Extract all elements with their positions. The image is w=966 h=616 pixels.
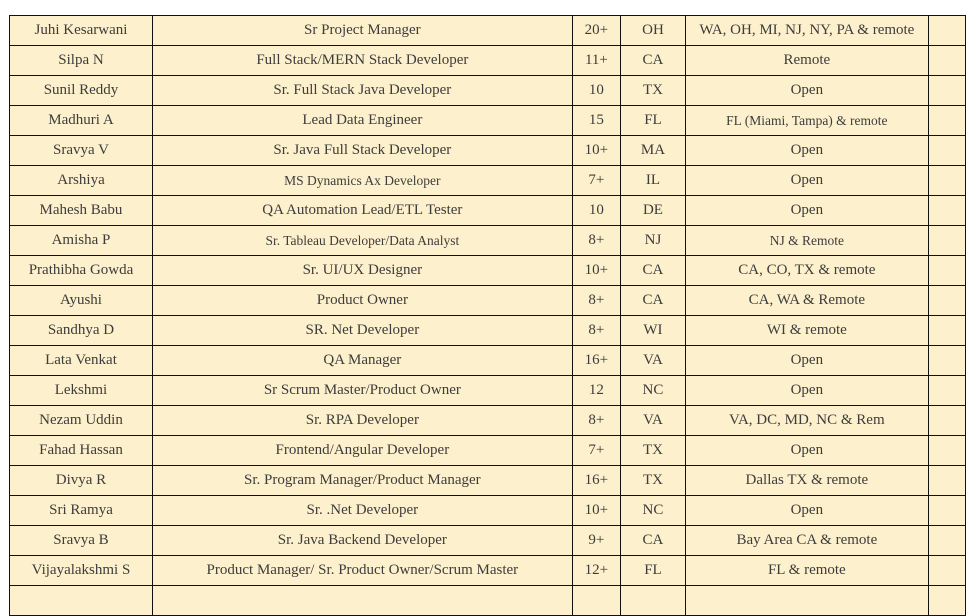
candidate-name-cell: Vijayalakshmi S (10, 556, 153, 586)
experience-years-cell: 15 (572, 106, 620, 136)
clipped-extra-cell (928, 586, 965, 616)
state-cell: OH (621, 16, 686, 46)
availability-cell: FL & remote (685, 556, 928, 586)
experience-years-cell: 8+ (572, 226, 620, 256)
availability-cell: WA, OH, MI, NJ, NY, PA & remote (685, 16, 928, 46)
table-row (10, 196, 966, 226)
table-row (10, 556, 966, 586)
experience-years-cell: 8+ (572, 406, 620, 436)
candidate-name-cell: Fahad Hassan (10, 436, 153, 466)
availability-cell: Remote (685, 46, 928, 76)
candidate-name-cell: Sunil Reddy (10, 76, 153, 106)
clipped-extra-cell (928, 76, 965, 106)
clipped-extra-cell (928, 406, 965, 436)
job-title-cell: Product Manager/ Sr. Product Owner/Scrum Master (152, 556, 572, 586)
availability-cell: Dallas TX & remote (685, 466, 928, 496)
state-cell: TX (621, 466, 686, 496)
job-title-cell: QA Manager (152, 346, 572, 376)
table-row (10, 106, 966, 136)
job-title-cell: Sr. Tableau Developer/Data Analyst (152, 226, 572, 256)
experience-years-cell: 7+ (572, 436, 620, 466)
availability-cell: NJ & Remote (685, 226, 928, 256)
clipped-extra-cell (928, 16, 965, 46)
state-cell: CA (621, 46, 686, 76)
availability-cell: Bay Area CA & remote (685, 526, 928, 556)
experience-years-cell: 10 (572, 76, 620, 106)
candidate-name-cell: Lekshmi (10, 376, 153, 406)
experience-years-cell: 10+ (572, 496, 620, 526)
job-title-cell: Sr Project Manager (152, 16, 572, 46)
state-cell: IL (621, 166, 686, 196)
job-title-cell: Sr. .Net Developer (152, 496, 572, 526)
state-cell: NJ (621, 226, 686, 256)
table-row (10, 586, 966, 616)
state-cell (621, 586, 686, 616)
candidate-name-cell: Arshiya (10, 166, 153, 196)
job-title-cell: Frontend/Angular Developer (152, 436, 572, 466)
candidate-name-cell: Sravya B (10, 526, 153, 556)
table-row (10, 346, 966, 376)
availability-cell: WI & remote (685, 316, 928, 346)
state-cell: CA (621, 526, 686, 556)
state-cell: TX (621, 76, 686, 106)
clipped-extra-cell (928, 46, 965, 76)
candidate-name-cell: Madhuri A (10, 106, 153, 136)
experience-years-cell: 10 (572, 196, 620, 226)
experience-years-cell: 11+ (572, 46, 620, 76)
job-title-cell: Product Owner (152, 286, 572, 316)
availability-cell: FL (Miami, Tampa) & remote (685, 106, 928, 136)
candidates-table-container (9, 15, 966, 616)
candidates-table (9, 15, 966, 616)
job-title-cell: Sr Scrum Master/Product Owner (152, 376, 572, 406)
availability-cell: Open (685, 496, 928, 526)
clipped-extra-cell (928, 346, 965, 376)
clipped-extra-cell (928, 316, 965, 346)
clipped-extra-cell (928, 136, 965, 166)
availability-cell: Open (685, 346, 928, 376)
availability-cell: Open (685, 136, 928, 166)
experience-years-cell: 10+ (572, 256, 620, 286)
experience-years-cell: 12 (572, 376, 620, 406)
job-title-cell: Lead Data Engineer (152, 106, 572, 136)
job-title-cell: Full Stack/MERN Stack Developer (152, 46, 572, 76)
experience-years-cell: 12+ (572, 556, 620, 586)
candidate-name-cell: Juhi Kesarwani (10, 16, 153, 46)
job-title-cell (152, 586, 572, 616)
table-row (10, 286, 966, 316)
table-row (10, 16, 966, 46)
state-cell: CA (621, 286, 686, 316)
table-row (10, 436, 966, 466)
clipped-extra-cell (928, 166, 965, 196)
state-cell: FL (621, 106, 686, 136)
candidate-name-cell: Lata Venkat (10, 346, 153, 376)
clipped-extra-cell (928, 436, 965, 466)
clipped-extra-cell (928, 496, 965, 526)
table-row (10, 316, 966, 346)
experience-years-cell: 7+ (572, 166, 620, 196)
experience-years-cell: 8+ (572, 316, 620, 346)
availability-cell: VA, DC, MD, NC & Rem (685, 406, 928, 436)
availability-cell: CA, CO, TX & remote (685, 256, 928, 286)
table-body (10, 16, 966, 616)
availability-cell: Open (685, 76, 928, 106)
table-row (10, 496, 966, 526)
table-row (10, 526, 966, 556)
clipped-extra-cell (928, 286, 965, 316)
job-title-cell: Sr. UI/UX Designer (152, 256, 572, 286)
candidate-name-cell: Sandhya D (10, 316, 153, 346)
state-cell: MA (621, 136, 686, 166)
experience-years-cell: 10+ (572, 136, 620, 166)
candidate-name-cell: Ayushi (10, 286, 153, 316)
candidate-name-cell: Sravya V (10, 136, 153, 166)
clipped-extra-cell (928, 526, 965, 556)
availability-cell: CA, WA & Remote (685, 286, 928, 316)
state-cell: TX (621, 436, 686, 466)
job-title-cell: Sr. Java Full Stack Developer (152, 136, 572, 166)
state-cell: WI (621, 316, 686, 346)
availability-cell: Open (685, 436, 928, 466)
state-cell: NC (621, 496, 686, 526)
state-cell: VA (621, 346, 686, 376)
candidate-name-cell (10, 586, 153, 616)
state-cell: NC (621, 376, 686, 406)
candidate-name-cell: Divya R (10, 466, 153, 496)
availability-cell: Open (685, 376, 928, 406)
candidate-name-cell: Prathibha Gowda (10, 256, 153, 286)
clipped-extra-cell (928, 196, 965, 226)
clipped-extra-cell (928, 106, 965, 136)
availability-cell: Open (685, 166, 928, 196)
table-row (10, 466, 966, 496)
candidate-name-cell: Silpa N (10, 46, 153, 76)
job-title-cell: QA Automation Lead/ETL Tester (152, 196, 572, 226)
clipped-extra-cell (928, 256, 965, 286)
table-row (10, 46, 966, 76)
experience-years-cell: 8+ (572, 286, 620, 316)
experience-years-cell (572, 586, 620, 616)
table-row (10, 166, 966, 196)
job-title-cell: MS Dynamics Ax Developer (152, 166, 572, 196)
availability-cell (685, 586, 928, 616)
state-cell: DE (621, 196, 686, 226)
state-cell: VA (621, 406, 686, 436)
table-row (10, 406, 966, 436)
clipped-extra-cell (928, 226, 965, 256)
experience-years-cell: 20+ (572, 16, 620, 46)
table-row (10, 376, 966, 406)
job-title-cell: Sr. RPA Developer (152, 406, 572, 436)
candidate-name-cell: Nezam Uddin (10, 406, 153, 436)
table-row (10, 226, 966, 256)
candidate-name-cell: Sri Ramya (10, 496, 153, 526)
state-cell: FL (621, 556, 686, 586)
clipped-extra-cell (928, 556, 965, 586)
job-title-cell: Sr. Full Stack Java Developer (152, 76, 572, 106)
candidate-name-cell: Amisha P (10, 226, 153, 256)
candidate-name-cell: Mahesh Babu (10, 196, 153, 226)
experience-years-cell: 16+ (572, 346, 620, 376)
job-title-cell: Sr. Java Backend Developer (152, 526, 572, 556)
state-cell: CA (621, 256, 686, 286)
clipped-extra-cell (928, 376, 965, 406)
job-title-cell: Sr. Program Manager/Product Manager (152, 466, 572, 496)
availability-cell: Open (685, 196, 928, 226)
clipped-extra-cell (928, 466, 965, 496)
experience-years-cell: 16+ (572, 466, 620, 496)
job-title-cell: SR. Net Developer (152, 316, 572, 346)
table-row (10, 136, 966, 166)
table-row (10, 76, 966, 106)
experience-years-cell: 9+ (572, 526, 620, 556)
table-row (10, 256, 966, 286)
